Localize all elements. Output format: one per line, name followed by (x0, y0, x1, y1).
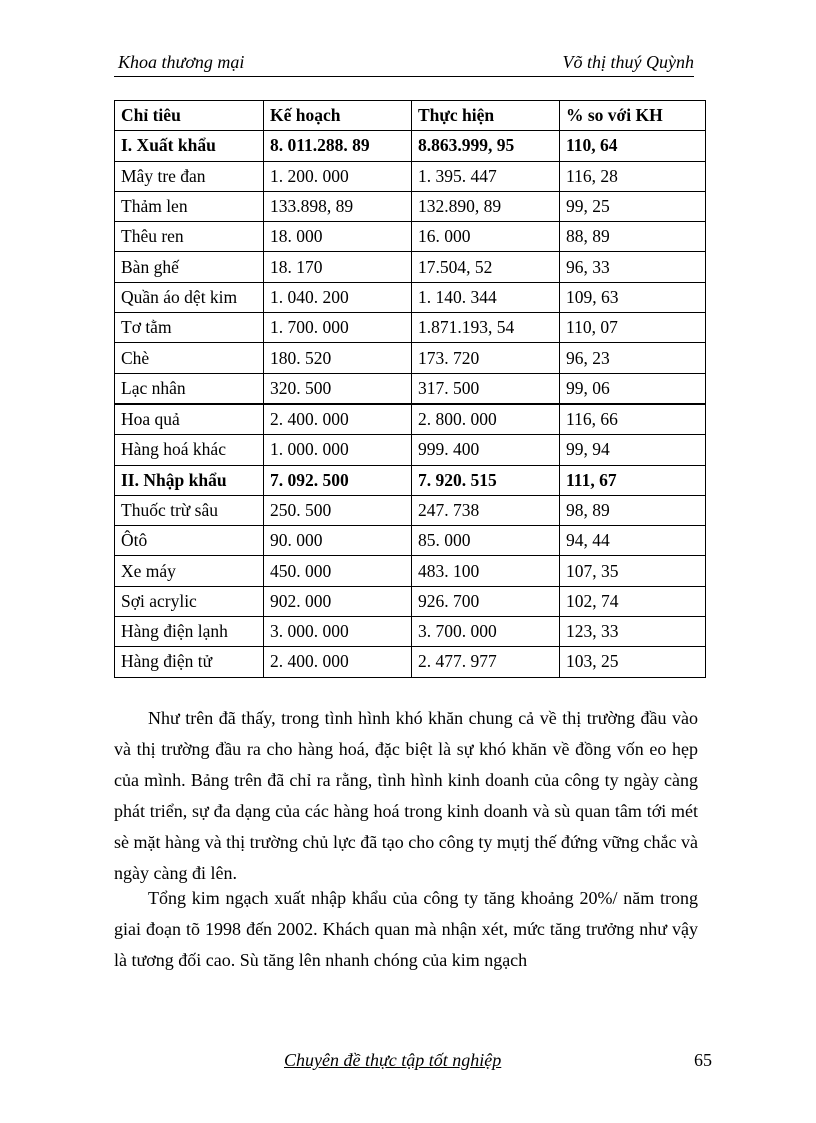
header-cell-actual: Thực hiện (412, 101, 560, 131)
row-cell-plan: 1. 700. 000 (264, 313, 412, 343)
table-row (115, 282, 706, 312)
row-cell-indicator: Hàng hoá khác (115, 435, 264, 465)
table-row (115, 252, 706, 282)
row-cell-indicator: Quần áo dệt kim (115, 282, 264, 312)
table-header-row (115, 101, 706, 131)
row-cell-percent: 116, 66 (560, 404, 706, 435)
header-cell-percent: % so với KH (560, 101, 706, 131)
row-cell-actual: 483. 100 (412, 556, 560, 586)
row-cell-indicator: Thêu ren (115, 222, 264, 252)
table-row (115, 191, 706, 221)
row-cell-indicator: I. Xuất khẩu (115, 131, 264, 161)
table-row (115, 465, 706, 495)
row-cell-plan: 18. 000 (264, 222, 412, 252)
table-row (115, 435, 706, 465)
row-cell-actual: 173. 720 (412, 343, 560, 373)
row-cell-plan: 1. 000. 000 (264, 435, 412, 465)
table-row (115, 586, 706, 616)
page-header (118, 52, 694, 73)
row-cell-indicator: Hàng điện tử (115, 647, 264, 677)
row-cell-percent: 123, 33 (560, 617, 706, 647)
footer-title: Chuyên đề thực tập tốt nghiệp (284, 1050, 502, 1070)
row-cell-plan: 3. 000. 000 (264, 617, 412, 647)
row-cell-percent: 110, 64 (560, 131, 706, 161)
row-cell-plan: 2. 400. 000 (264, 404, 412, 435)
row-cell-plan: 450. 000 (264, 556, 412, 586)
page-number: 65 (694, 1050, 712, 1070)
row-cell-percent: 107, 35 (560, 556, 706, 586)
row-cell-indicator: II. Nhập khẩu (115, 465, 264, 495)
row-cell-plan: 90. 000 (264, 526, 412, 556)
row-cell-indicator: Chè (115, 343, 264, 373)
row-cell-actual: 2. 800. 000 (412, 404, 560, 435)
row-cell-actual: 16. 000 (412, 222, 560, 252)
row-cell-percent: 102, 74 (560, 586, 706, 616)
row-cell-percent: 99, 25 (560, 191, 706, 221)
row-cell-indicator: Sợi acrylic (115, 586, 264, 616)
header-author: Võ thị thuý Quỳnh (562, 52, 694, 72)
row-cell-percent: 111, 67 (560, 465, 706, 495)
row-cell-percent: 103, 25 (560, 647, 706, 677)
row-cell-plan: 180. 520 (264, 343, 412, 373)
header-department: Khoa thương mại (118, 52, 245, 72)
row-cell-plan: 18. 170 (264, 252, 412, 282)
row-cell-actual: 926. 700 (412, 586, 560, 616)
table-row (115, 131, 706, 161)
row-cell-plan: 133.898, 89 (264, 191, 412, 221)
row-cell-actual: 85. 000 (412, 526, 560, 556)
paragraph-1: Như trên đã thấy, trong tình hình khó khăn chung cả về thị trường đầu vào và thị trường đầu ra cho hàng hoá, đặc biệt là sự khó khăn về đồng vốn eo hẹp của mình. Bảng trên đã chỉ ra rằng, tình hình kinh doanh của công ty ngày càng phát triển, sự đa dạng của các hàng hoá trong kinh doanh và sù quan tâm tới mét sè mặt hàng và thị trường chủ lực đã tạo cho công ty mụtj thế đứng vững chắc và ngày càng đi lên. (114, 708, 698, 883)
row-cell-actual: 999. 400 (412, 435, 560, 465)
table-row (115, 495, 706, 525)
table-row (115, 556, 706, 586)
row-cell-indicator: Thuốc trừ sâu (115, 495, 264, 525)
row-cell-plan: 1. 200. 000 (264, 161, 412, 191)
row-cell-indicator: Xe máy (115, 556, 264, 586)
header-divider (114, 76, 694, 77)
row-cell-actual: 1.871.193, 54 (412, 313, 560, 343)
table-row (115, 526, 706, 556)
row-cell-percent: 110, 07 (560, 313, 706, 343)
table-row (115, 647, 706, 677)
table-row (115, 343, 706, 373)
header-cell-plan: Kế hoạch (264, 101, 412, 131)
row-cell-percent: 116, 28 (560, 161, 706, 191)
table-row (115, 404, 706, 435)
table-row (115, 161, 706, 191)
row-cell-plan: 2. 400. 000 (264, 647, 412, 677)
row-cell-plan: 7. 092. 500 (264, 465, 412, 495)
row-cell-actual: 247. 738 (412, 495, 560, 525)
row-cell-percent: 96, 23 (560, 343, 706, 373)
row-cell-actual: 17.504, 52 (412, 252, 560, 282)
row-cell-plan: 1. 040. 200 (264, 282, 412, 312)
row-cell-plan: 902. 000 (264, 586, 412, 616)
row-cell-indicator: Thảm len (115, 191, 264, 221)
row-cell-actual: 1. 395. 447 (412, 161, 560, 191)
trade-table (114, 100, 706, 678)
header-cell-indicator: Chỉ tiêu (115, 101, 264, 131)
row-cell-percent: 99, 06 (560, 373, 706, 404)
row-cell-percent: 94, 44 (560, 526, 706, 556)
table-row (115, 313, 706, 343)
paragraph-2: Tổng kim ngạch xuất nhập khẩu của công ty tăng khoảng 20%/ năm trong giai đoạn tõ 1998 đến 2002. Khách quan mà nhận xét, mức tăng trưởng như vậy là tương đối cao. Sù tăng lên nhanh chóng của kim ngạch (114, 888, 698, 970)
row-cell-indicator: Ôtô (115, 526, 264, 556)
row-cell-percent: 98, 89 (560, 495, 706, 525)
row-cell-actual: 1. 140. 344 (412, 282, 560, 312)
row-cell-indicator: Hoa quả (115, 404, 264, 435)
row-cell-plan: 250. 500 (264, 495, 412, 525)
row-cell-percent: 109, 63 (560, 282, 706, 312)
row-cell-plan: 8. 011.288. 89 (264, 131, 412, 161)
row-cell-percent: 96, 33 (560, 252, 706, 282)
row-cell-plan: 320. 500 (264, 373, 412, 404)
row-cell-indicator: Hàng điện lạnh (115, 617, 264, 647)
row-cell-actual: 3. 700. 000 (412, 617, 560, 647)
row-cell-actual: 2. 477. 977 (412, 647, 560, 677)
row-cell-indicator: Lạc nhân (115, 373, 264, 404)
row-cell-indicator: Bàn ghế (115, 252, 264, 282)
row-cell-actual: 8.863.999, 95 (412, 131, 560, 161)
table-row (115, 373, 706, 404)
table-row (115, 222, 706, 252)
row-cell-indicator: Mây tre đan (115, 161, 264, 191)
row-cell-indicator: Tơ tằm (115, 313, 264, 343)
row-cell-percent: 99, 94 (560, 435, 706, 465)
row-cell-actual: 7. 920. 515 (412, 465, 560, 495)
table-row (115, 617, 706, 647)
row-cell-actual: 132.890, 89 (412, 191, 560, 221)
row-cell-percent: 88, 89 (560, 222, 706, 252)
row-cell-actual: 317. 500 (412, 373, 560, 404)
